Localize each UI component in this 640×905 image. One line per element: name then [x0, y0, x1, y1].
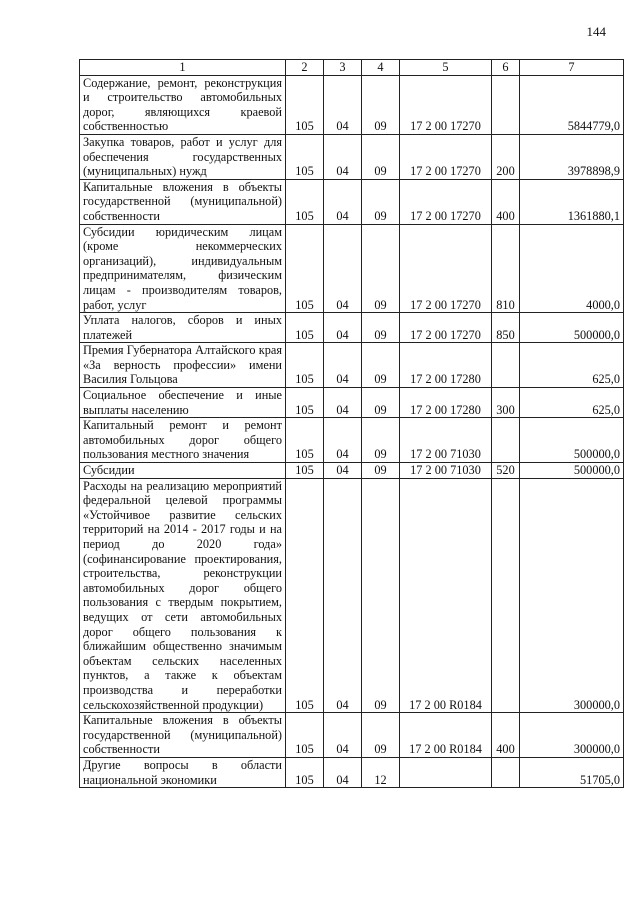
page-number: 144 — [586, 24, 606, 39]
table-row — [80, 179, 624, 224]
row-description: Расходы на реализацию мероприятий федеральной целевой программы «Устойчивое развитие сельских территорий на 2014 - 2017 годы и на период до 2020 года» (софинансирование проектирования, строительства, реконструкции автомобильных дорог общего пользования с твердым покрытием, ведущих от сети автомобильных дорог общего пользования к ближайшим общественно значимым объектам сельских населенных пунктов, а также к объектам производства и переработки сельскохозяйственной продукции) — [80, 478, 286, 713]
amount: 625,0 — [520, 388, 624, 418]
admin-code: 105 — [286, 134, 324, 179]
target-article: 17 2 00 17280 — [400, 388, 492, 418]
table-row — [80, 224, 624, 313]
admin-code: 105 — [286, 713, 324, 758]
table-row — [80, 313, 624, 343]
row-description: Субсидии юридическим лицам (кроме некоммерческих организаций), индивидуальным предпринимателям, физическим лицам - производителям товаров, работ, услуг — [80, 224, 286, 313]
section-code: 04 — [324, 478, 362, 713]
amount: 1361880,1 — [520, 179, 624, 224]
target-article: 17 2 00 17270 — [400, 134, 492, 179]
amount: 5844779,0 — [520, 75, 624, 134]
admin-code: 105 — [286, 179, 324, 224]
column-header: 3 — [324, 60, 362, 76]
subsection-code: 09 — [362, 134, 400, 179]
amount: 500000,0 — [520, 463, 624, 479]
column-header: 6 — [492, 60, 520, 76]
section-code: 04 — [324, 75, 362, 134]
table-row — [80, 418, 624, 463]
subsection-code: 09 — [362, 478, 400, 713]
row-description: Социальное обеспечение и иные выплаты населению — [80, 388, 286, 418]
section-code: 04 — [324, 134, 362, 179]
amount: 500000,0 — [520, 313, 624, 343]
amount: 300000,0 — [520, 478, 624, 713]
row-description: Субсидии — [80, 463, 286, 479]
target-article: 17 2 00 17270 — [400, 179, 492, 224]
subsection-code: 09 — [362, 463, 400, 479]
subsection-code: 09 — [362, 75, 400, 134]
column-header: 4 — [362, 60, 400, 76]
amount: 51705,0 — [520, 757, 624, 787]
section-code: 04 — [324, 713, 362, 758]
admin-code: 105 — [286, 343, 324, 388]
expense-type: 850 — [492, 313, 520, 343]
amount: 625,0 — [520, 343, 624, 388]
admin-code: 105 — [286, 313, 324, 343]
section-code: 04 — [324, 388, 362, 418]
table-row — [80, 134, 624, 179]
subsection-code: 09 — [362, 313, 400, 343]
target-article — [400, 757, 492, 787]
row-description: Другие вопросы в области национальной экономики — [80, 757, 286, 787]
row-description: Премия Губернатора Алтайского края «За верность профессии» имени Василия Гольцова — [80, 343, 286, 388]
amount: 4000,0 — [520, 224, 624, 313]
subsection-code: 09 — [362, 418, 400, 463]
subsection-code: 12 — [362, 757, 400, 787]
section-code: 04 — [324, 757, 362, 787]
subsection-code: 09 — [362, 179, 400, 224]
table-header-row — [80, 60, 624, 76]
expense-type — [492, 418, 520, 463]
table-row — [80, 388, 624, 418]
target-article: 17 2 00 17270 — [400, 75, 492, 134]
admin-code: 105 — [286, 463, 324, 479]
column-header: 7 — [520, 60, 624, 76]
admin-code: 105 — [286, 418, 324, 463]
expense-type: 400 — [492, 179, 520, 224]
expense-type: 400 — [492, 713, 520, 758]
section-code: 04 — [324, 463, 362, 479]
row-description: Капитальные вложения в объекты государственной (муниципальной) собственности — [80, 713, 286, 758]
section-code: 04 — [324, 343, 362, 388]
admin-code: 105 — [286, 757, 324, 787]
target-article: 17 2 00 17280 — [400, 343, 492, 388]
amount: 3978898,9 — [520, 134, 624, 179]
target-article: 17 2 00 17270 — [400, 313, 492, 343]
budget-table — [79, 59, 624, 788]
expense-type — [492, 757, 520, 787]
subsection-code: 09 — [362, 343, 400, 388]
amount: 300000,0 — [520, 713, 624, 758]
table-row — [80, 478, 624, 713]
expense-type: 520 — [492, 463, 520, 479]
subsection-code: 09 — [362, 224, 400, 313]
target-article: 17 2 00 17270 — [400, 224, 492, 313]
expense-type: 300 — [492, 388, 520, 418]
column-header: 2 — [286, 60, 324, 76]
section-code: 04 — [324, 418, 362, 463]
table-row — [80, 75, 624, 134]
row-description: Содержание, ремонт, реконструкция и строительство автомобильных дорог, являющихся краевой собственностью — [80, 75, 286, 134]
expense-type: 810 — [492, 224, 520, 313]
subsection-code: 09 — [362, 713, 400, 758]
target-article: 17 2 00 R0184 — [400, 478, 492, 713]
row-description: Закупка товаров, работ и услуг для обеспечения государственных (муниципальных) нужд — [80, 134, 286, 179]
table-row — [80, 343, 624, 388]
subsection-code: 09 — [362, 388, 400, 418]
amount: 500000,0 — [520, 418, 624, 463]
admin-code: 105 — [286, 388, 324, 418]
expense-type: 200 — [492, 134, 520, 179]
section-code: 04 — [324, 313, 362, 343]
expense-type — [492, 75, 520, 134]
expense-type — [492, 478, 520, 713]
table-row — [80, 463, 624, 479]
admin-code: 105 — [286, 478, 324, 713]
section-code: 04 — [324, 179, 362, 224]
column-header: 1 — [80, 60, 286, 76]
admin-code: 105 — [286, 75, 324, 134]
column-header: 5 — [400, 60, 492, 76]
target-article: 17 2 00 R0184 — [400, 713, 492, 758]
section-code: 04 — [324, 224, 362, 313]
table-row — [80, 713, 624, 758]
row-description: Капитальные вложения в объекты государственной (муниципальной) собственности — [80, 179, 286, 224]
expense-type — [492, 343, 520, 388]
row-description: Капитальный ремонт и ремонт автомобильных дорог общего пользования местного значения — [80, 418, 286, 463]
target-article: 17 2 00 71030 — [400, 463, 492, 479]
target-article: 17 2 00 71030 — [400, 418, 492, 463]
admin-code: 105 — [286, 224, 324, 313]
table-row — [80, 757, 624, 787]
row-description: Уплата налогов, сборов и иных платежей — [80, 313, 286, 343]
